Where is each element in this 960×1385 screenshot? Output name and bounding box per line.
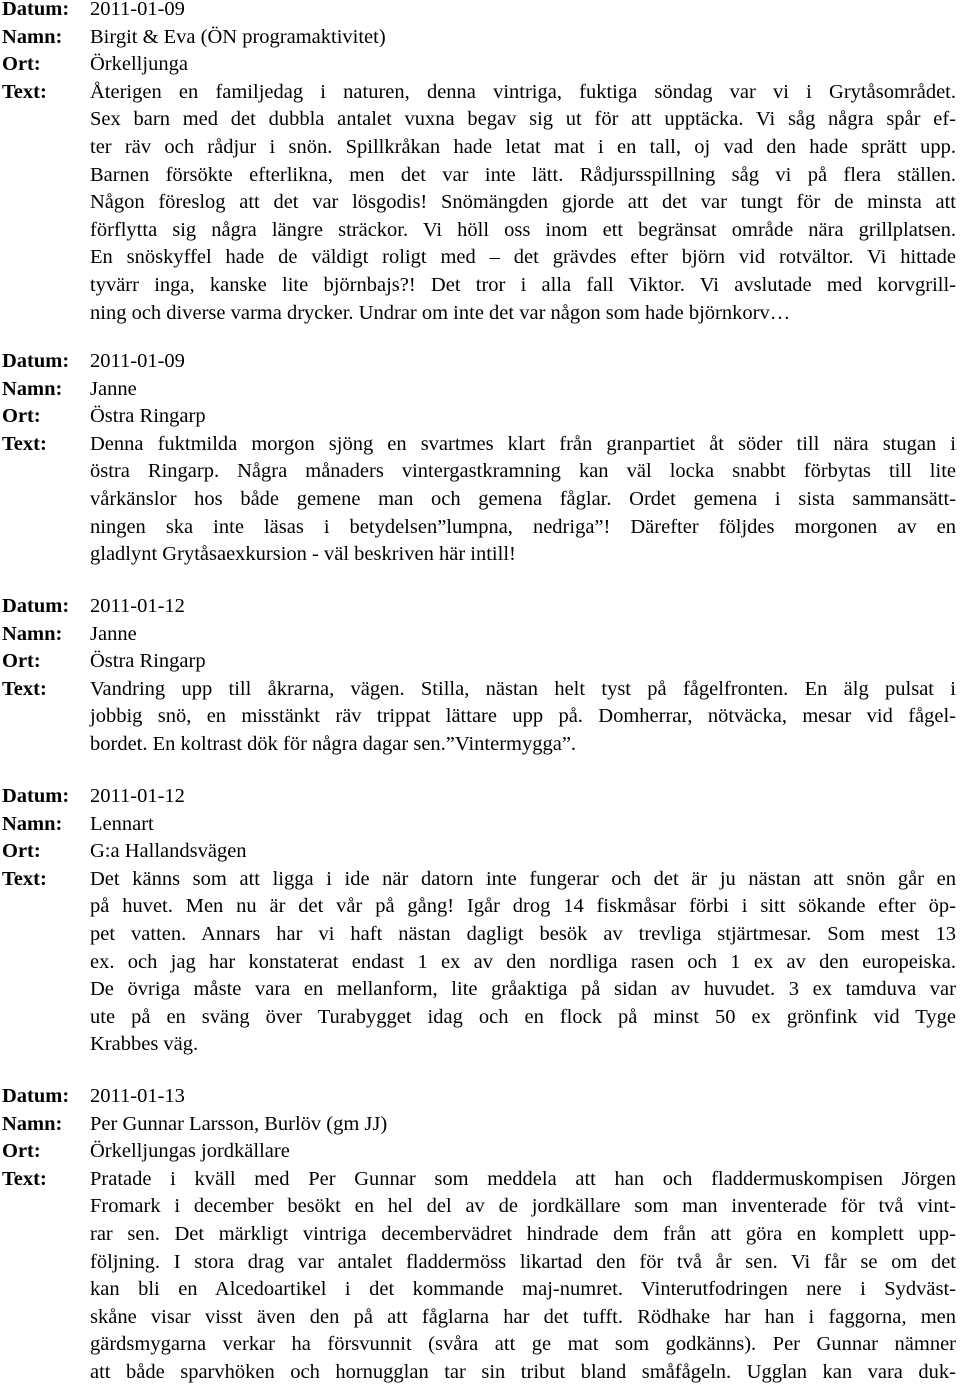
ort-value: Östra Ringarp <box>90 650 206 673</box>
datum-value: 2011-01-12 <box>90 785 185 807</box>
datum-value: 2011-01-13 <box>90 1085 185 1107</box>
datum-label: Datum: <box>2 595 70 617</box>
text-line: förflytta sig några längre sträckor. Vi höll oss inom ett begränsat område nära grillplatsen. <box>90 218 956 241</box>
namn-row <box>0 24 960 52</box>
text-line: Någon föreslog att det var lösgodis! Snömängden gjorde att det var tungt för de minsta att <box>90 191 956 214</box>
ort-value: G:a Hallandsvägen <box>90 840 247 863</box>
ort-row <box>0 403 960 431</box>
namn-row <box>0 811 960 839</box>
text-line: ex. och jag har konstaterat endast 1 ex av den nordliga rasen och 1 ex av den europeiska. <box>90 950 956 973</box>
ort-label: Ort: <box>2 650 41 673</box>
text-line: Barnen försökte efterlikna, men det var inte lätt. Rådjursspillning såg vi på flera ställen. <box>90 163 956 186</box>
ort-row <box>0 1138 960 1166</box>
text-line: ning och diverse varma drycker. Undrar om inte det var någon som hade björnkorv… <box>90 301 791 324</box>
text-line: kan bli en Alcedoartikel i det kommande maj-numret. Vinterutfodringen nere i Sydväst- <box>90 1278 956 1301</box>
text-line: ute på en sväng över Turabygget idag och en flock på minst 50 ex grönfink vid Tyge <box>90 1005 956 1028</box>
ort-label: Ort: <box>2 405 41 428</box>
text-line: Denna fuktmilda morgon sjöng en svartmes klart från granpartiet åt söder till nära stugan i <box>90 432 956 455</box>
namn-label: Namn: <box>2 1112 63 1135</box>
text-row <box>0 1166 960 1385</box>
text-label: Text: <box>2 1167 47 1190</box>
text-line: Krabbes väg. <box>90 1033 199 1056</box>
text-line: gladlynt Grytåsaexkursion - väl beskriven här intill! <box>90 543 516 566</box>
datum-row <box>0 348 960 376</box>
namn-row <box>0 621 960 649</box>
diary-entry <box>0 0 960 327</box>
text-line: gärdsmygarna verkar ha försvunnit (svåra att ge mat som godkänns). Per Gunnar nämner <box>90 1333 956 1356</box>
datum-value: 2011-01-12 <box>90 595 185 617</box>
namn-row <box>0 1111 960 1139</box>
text-line: rar sen. Det märkligt vintriga decembervädret hindrade dem från att göra en komplett upp- <box>90 1222 956 1245</box>
ort-row <box>0 51 960 79</box>
ort-value: Östra Ringarp <box>90 405 206 428</box>
text-line: Sex barn med det dubbla antalet vuxna begav sig ut för att upptäcka. Vi såg några spår ef- <box>90 108 956 131</box>
text-line: ningen ska inte läsas i betydelsen”lumpna, nedriga”! Därefter följdes morgonen av en <box>90 515 956 538</box>
ort-label: Ort: <box>2 840 41 863</box>
ort-value: Örkelljungas jordkällare <box>90 1140 290 1163</box>
ort-label: Ort: <box>2 53 41 76</box>
entry-text <box>90 79 956 327</box>
text-label: Text: <box>2 867 47 890</box>
text-line: Vandring upp till åkrarna, vägen. Stilla, nästan helt tyst på fågelfronten. En älg pulsat i <box>90 677 956 700</box>
text-row <box>0 431 960 569</box>
namn-label: Namn: <box>2 25 63 48</box>
text-row <box>0 676 960 759</box>
namn-value: Birgit & Eva (ÖN programaktivitet) <box>90 25 386 48</box>
diary-entry <box>0 348 960 569</box>
text-line: östra Ringarp. Några månaders vintergastkramning kan väl locka snabbt förbytas till lite <box>90 460 956 483</box>
datum-label: Datum: <box>2 785 70 807</box>
text-line: Återigen en familjedag i naturen, denna vintriga, fuktiga söndag var vi i Grytåsområdet. <box>90 80 956 103</box>
namn-value: Lennart <box>90 812 154 835</box>
entry-text <box>90 866 956 1059</box>
datum-value: 2011-01-09 <box>90 0 185 20</box>
text-line: följning. I stora drag var antalet fladdermöss likartad den för två år sen. Vi får se om det <box>90 1250 956 1273</box>
text-line: bordet. En koltrast dök för några dagar sen.”Vintermygga”. <box>90 732 577 755</box>
ort-row <box>0 648 960 676</box>
text-line: skåne visar visst även den på att fåglarna har det tufft. Rödhake har han i faggorna, men <box>90 1305 956 1328</box>
text-label: Text: <box>2 80 47 103</box>
text-line: ter räv och rådjur i snön. Spillkråkan hade letat mat i en tall, oj vad den hade sprätt upp. <box>90 135 956 158</box>
entry-text <box>90 431 956 569</box>
namn-label: Namn: <box>2 377 63 400</box>
text-label: Text: <box>2 432 47 455</box>
text-line: att både sparvhöken och hornugglan tar sin tribut bland småfågeln. Ugglan kan vara duk- <box>90 1360 956 1383</box>
entry-text <box>90 676 956 759</box>
text-line: Fromark i december besökt en hel del av de jordkällare som man inventerade för två vint- <box>90 1195 956 1218</box>
text-line: vårkänslor hos både gemene man och gemena fåglar. Ordet gemena i sista sammansätt- <box>90 487 956 510</box>
ort-label: Ort: <box>2 1140 41 1163</box>
datum-label: Datum: <box>2 350 70 372</box>
namn-value: Janne <box>90 622 137 645</box>
text-line: En snöskyffel hade de väldigt roligt med – det grävdes efter björn vid rotvältor. Vi hittade <box>90 246 956 269</box>
text-row <box>0 866 960 1059</box>
ort-row <box>0 838 960 866</box>
diary-entry <box>0 783 960 1059</box>
text-line: på huvet. Men nu är det vår på gång! Igår drog 14 fiskmåsar förbi i sitt sökande efter öp- <box>90 895 956 918</box>
datum-row <box>0 783 960 811</box>
text-line: Pratade i kväll med Per Gunnar som meddela att han och fladdermuskompisen Jörgen <box>90 1167 956 1190</box>
text-row <box>0 79 960 327</box>
diary-entry <box>0 1083 960 1385</box>
text-line: tyvärr inga, kanske lite björnbajs?! Det tror i alla fall Viktor. Vi avslutade med korvgrill- <box>90 273 956 296</box>
text-label: Text: <box>2 677 47 700</box>
namn-label: Namn: <box>2 622 63 645</box>
datum-label: Datum: <box>2 1085 70 1107</box>
text-line: De övriga måste vara en mellanform, lite gråaktiga på sidan av huvudet. 3 ex tamduva var <box>90 978 956 1001</box>
text-line: jobbig snö, en misstänkt räv trippat lättare upp på. Domherrar, nötväcka, mesar vid fågel- <box>90 705 956 728</box>
namn-value: Janne <box>90 377 137 400</box>
diary-entry <box>0 593 960 759</box>
namn-row <box>0 376 960 404</box>
datum-row <box>0 1083 960 1111</box>
namn-value: Per Gunnar Larsson, Burlöv (gm JJ) <box>90 1112 388 1135</box>
text-line: Det känns som att ligga i ide när datorn inte fungerar och det är ju nästan att snön går en <box>90 867 956 890</box>
text-line: pet vatten. Annars har vi haft nästan dagligt besök av trevliga stjärtmesar. Som mest 13 <box>90 922 956 945</box>
datum-value: 2011-01-09 <box>90 350 185 372</box>
ort-value: Örkelljunga <box>90 53 188 76</box>
entry-text <box>90 1166 956 1385</box>
datum-label: Datum: <box>2 0 70 20</box>
namn-label: Namn: <box>2 812 63 835</box>
datum-row <box>0 593 960 621</box>
datum-row <box>0 0 960 24</box>
